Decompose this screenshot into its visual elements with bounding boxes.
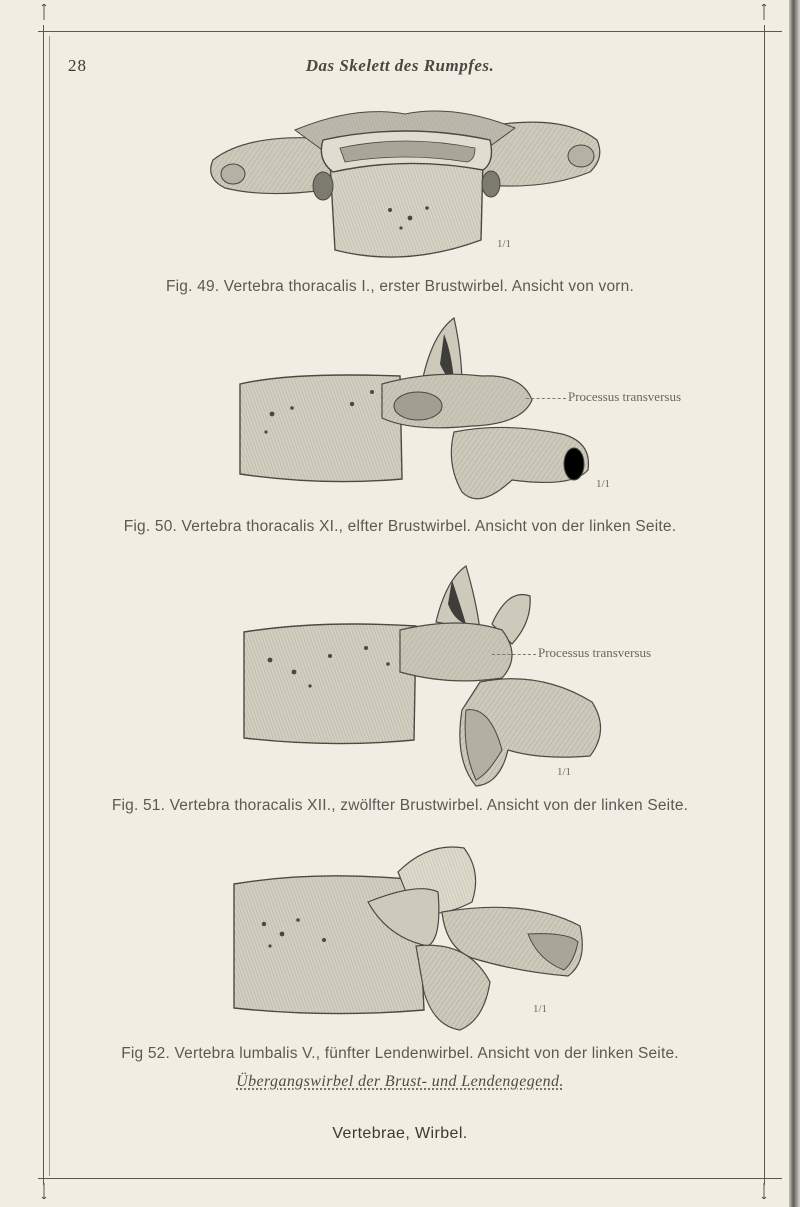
figure-51-caption: Fig. 51. Vertebra thoracalis XII., zwölfter Brustwirbel. Ansicht von der linken Seite. <box>111 797 689 814</box>
figure-50-scale: 1/1 <box>596 478 611 490</box>
figure-51-illustration <box>240 560 610 792</box>
frame-right-line <box>764 25 765 1185</box>
figure-50-label-leader <box>526 398 566 399</box>
crop-mark-bottom-right-icon <box>756 1183 772 1199</box>
figure-52-caption: Fig 52. Vertebra lumbalis V., fünfter Lendenwirbel. Ansicht von der linken Seite. <box>121 1045 679 1062</box>
binding-edge <box>789 0 800 1207</box>
page-header <box>0 56 800 80</box>
figure-50-illustration <box>232 314 604 514</box>
crop-mark-top-right-icon <box>756 4 772 20</box>
frame-inner-left-line <box>49 36 50 1176</box>
figure-51-label-leader <box>492 654 536 655</box>
frame-top-line <box>38 31 782 32</box>
plate-subtitle-text: Übergangswirbel der Brust- und Lendengegend. <box>236 1073 564 1090</box>
plate-subtitle <box>0 1073 800 1091</box>
frame-bottom-line <box>38 1178 782 1179</box>
crop-mark-bottom-left-icon <box>36 1183 52 1199</box>
figure-50-label: Processus transversus <box>568 389 682 404</box>
figure-49-illustration <box>205 100 605 268</box>
plate-footer: Vertebrae, Wirbel. <box>332 1125 468 1142</box>
figure-50-caption: Fig. 50. Vertebra thoracalis XI., elfter Brustwirbel. Ansicht von der linken Seite. <box>123 518 677 535</box>
figure-51-label: Processus transversus <box>538 645 652 660</box>
page-number: 28 <box>68 56 87 75</box>
figure-49-caption: Fig. 49. Vertebra thoracalis I., erster Brustwirbel. Ansicht von vorn. <box>165 278 634 295</box>
figure-49-scale: 1/1 <box>497 238 512 250</box>
figure-51-scale: 1/1 <box>557 766 572 778</box>
frame-left-line <box>43 25 44 1185</box>
figure-52-scale: 1/1 <box>533 1003 548 1015</box>
running-title: Das Skelett des Rumpfes. <box>305 56 495 75</box>
crop-mark-top-left-icon <box>36 4 52 20</box>
